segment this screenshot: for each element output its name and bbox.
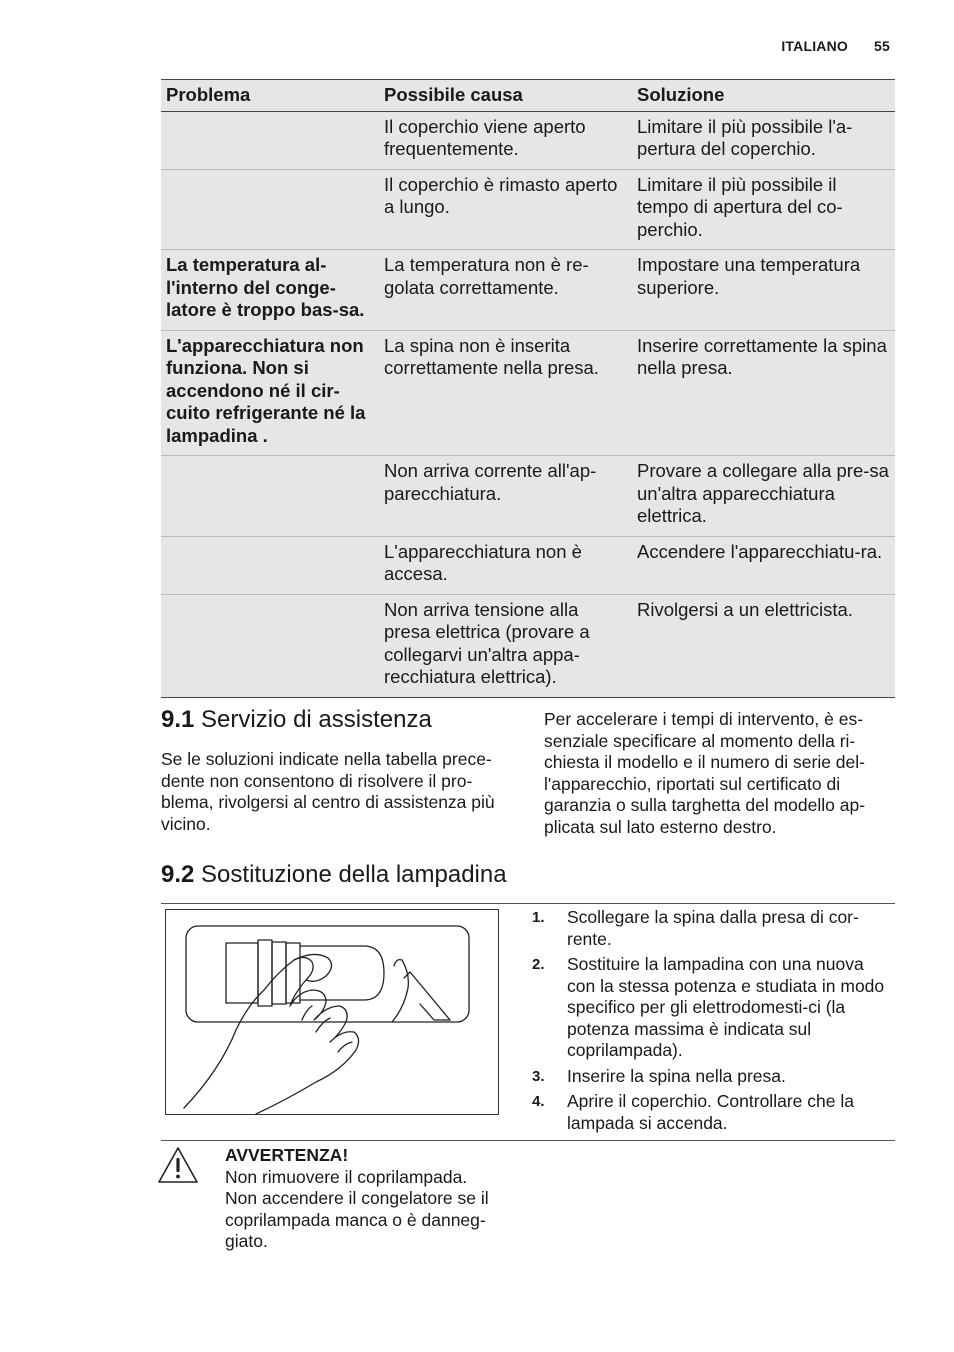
header-cause: Possibile causa <box>379 80 632 112</box>
section-9-2-heading: Sostituzione della lampadina <box>201 861 507 888</box>
header-solution: Soluzione <box>632 80 895 112</box>
header-language: ITALIANO <box>781 38 849 54</box>
cell-cause: L'apparecchiatura non è accesa. <box>379 536 632 594</box>
table-row <box>161 456 895 537</box>
section-9-1-title <box>161 706 432 734</box>
cell-cause: Il coperchio viene aperto frequentemente. <box>379 111 632 169</box>
step-number: 3. <box>532 1067 545 1085</box>
troubleshooting-table <box>161 79 895 698</box>
step-number: 1. <box>532 909 545 926</box>
cell-cause: La temperatura non è re-golata correttamente. <box>379 250 632 331</box>
page-number: 55 <box>874 38 890 54</box>
table-header-row <box>161 80 895 112</box>
cell-problem <box>161 456 379 537</box>
table-row <box>161 111 895 169</box>
cell-problem: La temperatura al-l'interno del conge-latore è troppo bas-sa. <box>161 250 379 331</box>
list-item <box>528 954 894 1062</box>
cell-problem <box>161 111 379 169</box>
section-9-2-number: 9.2 <box>161 861 195 888</box>
cell-solution: Limitare il più possibile il tempo di apertura del co-perchio. <box>632 169 895 250</box>
cell-problem <box>161 169 379 250</box>
step-text: Aprire il coperchio. Controllare che la lampada si accenda. <box>567 1091 854 1133</box>
section-9-1-number: 9.1 <box>161 706 195 733</box>
step-number: 2. <box>532 956 545 973</box>
section-9-1-text-left: Se le soluzioni indicate nella tabella prece-dente non consentono di risolvere il pro-blema, rivolgersi al centro di assistenza più vicino. <box>161 749 495 834</box>
cell-solution: Rivolgersi a un elettricista. <box>632 594 895 697</box>
cell-cause: Non arriva tensione alla presa elettrica (provare a collegarvi un'altra appa-recchiatura elettrica). <box>379 594 632 697</box>
cell-cause: Il coperchio è rimasto aperto a lungo. <box>379 169 632 250</box>
cell-solution: Inserire correttamente la spina nella presa. <box>632 330 895 456</box>
section-9-2-title <box>161 861 507 889</box>
cell-solution: Accendere l'apparecchiatu-ra. <box>632 536 895 594</box>
list-item <box>528 907 894 950</box>
table-row <box>161 536 895 594</box>
table-row <box>161 169 895 250</box>
cell-cause: La spina non è inserita correttamente nella presa. <box>379 330 632 456</box>
step-number: 4. <box>532 1093 545 1110</box>
warning-box <box>225 1145 515 1253</box>
cell-solution: Impostare una temperatura superiore. <box>632 250 895 331</box>
warning-triangle-icon <box>157 1146 199 1184</box>
cell-problem <box>161 594 379 697</box>
cell-solution: Provare a collegare alla pre-sa un'altra apparecchiatura elettrica. <box>632 456 895 537</box>
lamp-replacement-illustration <box>165 909 499 1115</box>
header-problem: Problema <box>161 80 379 112</box>
cell-solution: Limitare il più possibile l'a-pertura del coperchio. <box>632 111 895 169</box>
section-bottom-rule <box>161 1140 895 1141</box>
warning-title: AVVERTENZA! <box>225 1145 349 1165</box>
step-text: Inserire la spina nella presa. <box>567 1065 786 1086</box>
table-row <box>161 330 895 456</box>
lamp-replacement-steps <box>528 907 894 1138</box>
list-item <box>528 1066 894 1088</box>
step-text: Scollegare la spina dalla presa di cor-rente. <box>567 907 859 949</box>
section-9-1-text-right: Per accelerare i tempi di intervento, è es-senziale specificare al momento della ri-chiesta il modello e il numero di serie del-l'apparecchio, riportati sul certificato di garanzia o sulla targhetta del modello ap-plicata sul lato esterno destro. <box>544 709 866 837</box>
step-text: Sostituire la lampadina con una nuova con la stessa potenza e studiata in modo specifico per gli elettrodomesti-ci (la potenza massima è indicata sul coprilampada). <box>567 954 885 1060</box>
cell-problem <box>161 536 379 594</box>
warning-line: Non accendere il congelatore se il coprilampada manca o è danneg-giato. <box>225 1188 489 1251</box>
table-row <box>161 250 895 331</box>
warning-line: Non rimuovere il coprilampada. <box>225 1166 468 1187</box>
section-9-1-heading: Servizio di assistenza <box>201 706 432 733</box>
list-item <box>528 1091 894 1134</box>
table-row <box>161 594 895 697</box>
cell-problem: L'apparecchiatura non funziona. Non si accendono né il cir-cuito refrigerante né la lampadina . <box>161 330 379 456</box>
page-header <box>781 38 890 54</box>
cell-cause: Non arriva corrente all'ap-parecchiatura. <box>379 456 632 537</box>
section-top-rule <box>161 903 895 904</box>
